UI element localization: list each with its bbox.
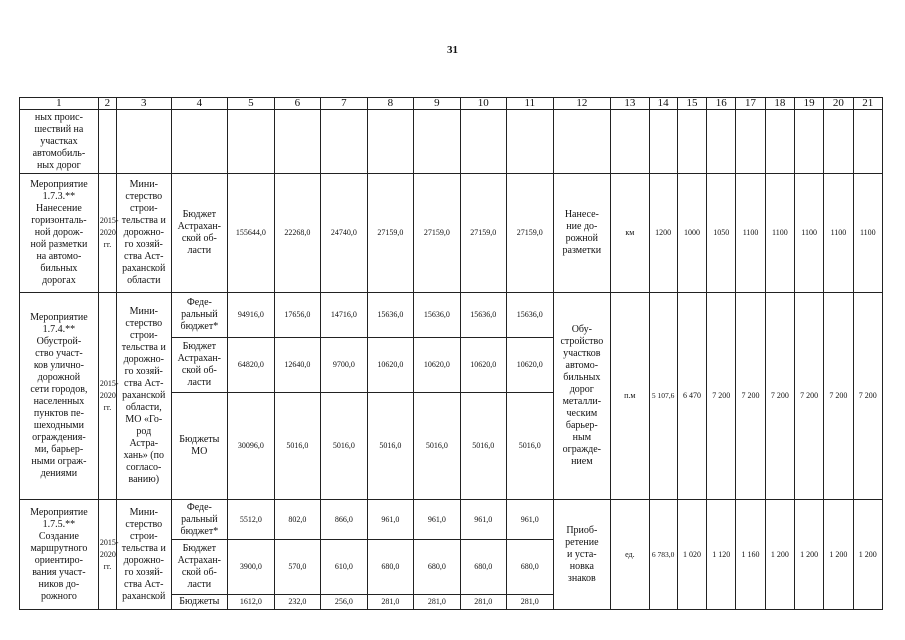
measure-name: Мероприятие 1.7.5.** Создание маршрутного ориентиро- вания участ- ников до- рожного: [20, 500, 99, 610]
funding-value: 10620,0: [507, 338, 553, 393]
page-number: 31: [447, 44, 458, 56]
funding-value: 680,0: [507, 540, 553, 595]
empty-cell: [553, 110, 611, 174]
target-value: 7 200: [824, 293, 853, 500]
funding-value: 680,0: [460, 540, 506, 595]
target-value: 1 200: [853, 500, 882, 610]
funding-value: 5016,0: [414, 393, 460, 500]
funding-value: 5016,0: [460, 393, 506, 500]
column-number: 19: [794, 98, 823, 110]
empty-cell: [649, 110, 677, 174]
target-value: 1 160: [736, 500, 765, 610]
target-value: 6 470: [677, 293, 706, 500]
target-value: 1100: [794, 174, 823, 293]
column-number: 10: [460, 98, 506, 110]
table-row: [20, 293, 883, 338]
funding-value: 27159,0: [414, 174, 460, 293]
target-value: 1050: [707, 174, 736, 293]
funding-value: 10620,0: [367, 338, 413, 393]
funding-value: 570,0: [274, 540, 320, 595]
funding-value: 680,0: [414, 540, 460, 595]
funding-source: Феде- ральный бюджет*: [171, 293, 228, 338]
funding-value: 5016,0: [274, 393, 320, 500]
funding-value: 27159,0: [460, 174, 506, 293]
funding-source: Бюджеты: [171, 595, 228, 610]
target-value: 1200: [649, 174, 677, 293]
period: 2015- 2020 гг.: [98, 293, 116, 500]
target-value: 6 783,0: [649, 500, 677, 610]
measure-name: ных проис- шествий на участках автомобиль- ных дорог: [20, 110, 99, 174]
executor: Мини- стерство строи- тельства и дорожно- го хозяй- ства Аст- раханской области: [117, 174, 172, 293]
target-value: 1 200: [824, 500, 853, 610]
empty-cell: [321, 110, 367, 174]
funding-source: Бюджет Астрахан- ской об- ласти: [171, 174, 228, 293]
funding-value: 3900,0: [228, 540, 274, 595]
target-value: 1 120: [707, 500, 736, 610]
funding-value: 281,0: [507, 595, 553, 610]
funding-value: 30096,0: [228, 393, 274, 500]
target-value: 1 200: [794, 500, 823, 610]
column-number: 5: [228, 98, 274, 110]
column-number: 4: [171, 98, 228, 110]
column-number: 9: [414, 98, 460, 110]
funding-value: 12640,0: [274, 338, 320, 393]
column-number: 12: [553, 98, 611, 110]
column-number: 21: [853, 98, 882, 110]
target-value: 7 200: [853, 293, 882, 500]
target-value: 1100: [736, 174, 765, 293]
funding-value: 15636,0: [414, 293, 460, 338]
unit: п.м: [611, 293, 649, 500]
column-number: 8: [367, 98, 413, 110]
indicator: Приоб- ретение и уста- новка знаков: [553, 500, 611, 610]
funding-value: 961,0: [414, 500, 460, 540]
funding-value: 15636,0: [460, 293, 506, 338]
funding-value: 281,0: [460, 595, 506, 610]
column-number: 7: [321, 98, 367, 110]
funding-value: 281,0: [414, 595, 460, 610]
empty-cell: [794, 110, 823, 174]
funding-source: Бюджеты МО: [171, 393, 228, 500]
empty-cell: [367, 110, 413, 174]
empty-cell: [98, 110, 116, 174]
header-row: [20, 98, 883, 110]
column-number: 13: [611, 98, 649, 110]
funding-value: 281,0: [367, 595, 413, 610]
empty-cell: [853, 110, 882, 174]
period: 2015- 2020 гг.: [98, 500, 116, 610]
program-table: [19, 97, 883, 610]
column-number: 20: [824, 98, 853, 110]
empty-cell: [611, 110, 649, 174]
funding-value: 27159,0: [507, 174, 553, 293]
column-number: 16: [707, 98, 736, 110]
funding-value: 10620,0: [414, 338, 460, 393]
funding-value: 961,0: [460, 500, 506, 540]
measure-name: Мероприятие 1.7.3.** Нанесение горизонталь- ной дорож- ной разметки на автомо- бильных дорогах: [20, 174, 99, 293]
target-value: 7 200: [794, 293, 823, 500]
funding-value: 10620,0: [460, 338, 506, 393]
executor: Мини- стерство строи- тельства и дорожно- го хозяй- ства Аст- раханской области, МО «Го- род Астра- хань» (по согласо- ванию): [117, 293, 172, 500]
empty-cell: [736, 110, 765, 174]
target-value: 5 107,6: [649, 293, 677, 500]
funding-value: 802,0: [274, 500, 320, 540]
empty-cell: [171, 110, 228, 174]
funding-value: 961,0: [367, 500, 413, 540]
column-number: 14: [649, 98, 677, 110]
funding-source: Бюджет Астрахан- ской об- ласти: [171, 540, 228, 595]
funding-value: 610,0: [321, 540, 367, 595]
target-value: 1000: [677, 174, 706, 293]
empty-cell: [707, 110, 736, 174]
period: 2015- 2020 гг.: [98, 174, 116, 293]
funding-value: 17656,0: [274, 293, 320, 338]
empty-cell: [117, 110, 172, 174]
target-value: 7 200: [765, 293, 794, 500]
funding-value: 5016,0: [367, 393, 413, 500]
funding-value: 94916,0: [228, 293, 274, 338]
target-value: 1100: [765, 174, 794, 293]
funding-value: 256,0: [321, 595, 367, 610]
target-value: 7 200: [736, 293, 765, 500]
empty-cell: [460, 110, 506, 174]
column-number: 3: [117, 98, 172, 110]
column-number: 15: [677, 98, 706, 110]
target-value: 1 200: [765, 500, 794, 610]
column-number: 6: [274, 98, 320, 110]
funding-value: 14716,0: [321, 293, 367, 338]
funding-value: 5512,0: [228, 500, 274, 540]
column-number: 11: [507, 98, 553, 110]
column-number: 2: [98, 98, 116, 110]
funding-value: 1612,0: [228, 595, 274, 610]
column-number: 18: [765, 98, 794, 110]
funding-value: 9700,0: [321, 338, 367, 393]
target-value: 1 020: [677, 500, 706, 610]
funding-value: 866,0: [321, 500, 367, 540]
column-number: 1: [20, 98, 99, 110]
funding-value: 22268,0: [274, 174, 320, 293]
column-number: 17: [736, 98, 765, 110]
empty-cell: [677, 110, 706, 174]
empty-cell: [414, 110, 460, 174]
empty-cell: [274, 110, 320, 174]
empty-cell: [228, 110, 274, 174]
funding-value: 27159,0: [367, 174, 413, 293]
table-row: [20, 174, 883, 293]
funding-value: 5016,0: [507, 393, 553, 500]
funding-value: 232,0: [274, 595, 320, 610]
unit: ед.: [611, 500, 649, 610]
empty-cell: [765, 110, 794, 174]
funding-value: 5016,0: [321, 393, 367, 500]
indicator: Обу- стройство участков автомо- бильных дорог металли- ческим барьер- ным огражде- нием: [553, 293, 611, 500]
target-value: 7 200: [707, 293, 736, 500]
target-value: 1100: [853, 174, 882, 293]
table-row: [20, 110, 883, 174]
funding-value: 961,0: [507, 500, 553, 540]
funding-value: 680,0: [367, 540, 413, 595]
table-row: [20, 500, 883, 540]
funding-source: Феде- ральный бюджет*: [171, 500, 228, 540]
funding-value: 155644,0: [228, 174, 274, 293]
funding-value: 15636,0: [507, 293, 553, 338]
empty-cell: [824, 110, 853, 174]
funding-value: 64820,0: [228, 338, 274, 393]
measure-name: Мероприятие 1.7.4.** Обустрой- ство участ- ков улично- дорожной сети городов, населенных пунктов пе- шеходными ограждения- ми, барьер- ными ограж- дениями: [20, 293, 99, 500]
empty-cell: [507, 110, 553, 174]
unit: км: [611, 174, 649, 293]
executor: Мини- стерство строи- тельства и дорожно- го хозяй- ства Аст- раханской: [117, 500, 172, 610]
funding-value: 15636,0: [367, 293, 413, 338]
indicator: Нанесе- ние до- рожной разметки: [553, 174, 611, 293]
target-value: 1100: [824, 174, 853, 293]
funding-value: 24740,0: [321, 174, 367, 293]
funding-source: Бюджет Астрахан- ской об- ласти: [171, 338, 228, 393]
